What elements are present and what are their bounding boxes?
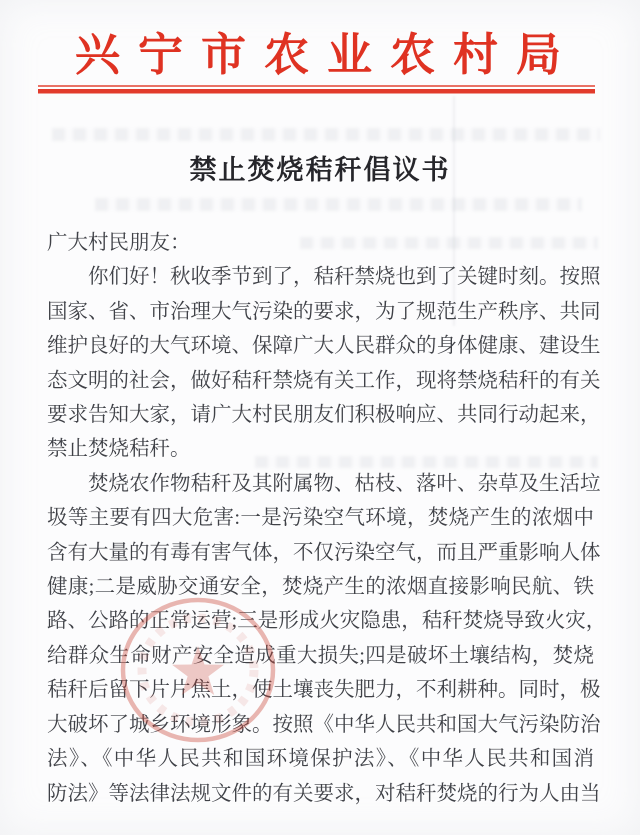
bleed-through-row [95, 198, 582, 211]
body-line: 给群众生命财产安全造成重大损失;四是破坏土壤结构，焚烧 [47, 644, 594, 667]
body-line: 你们好！秋收季节到了，秸秆禁烧也到了关键时刻。按照 [88, 266, 601, 289]
body-line: 圾等主要有四大危害:一是污染空气环境，焚烧产生的浓烟中 [47, 507, 594, 530]
body-line: 大破坏了城乡环境形象。按照《中华人民共和国大气污染防治 [47, 713, 601, 736]
body-line: 态文明的社会，做好秸秆禁烧有关工作，现将禁烧秸秆的有关 [47, 369, 601, 392]
letterhead-divider [38, 85, 595, 94]
body-line: 路、公路的正常运营;三是形成火灾隐患，秸秆焚烧导致火灾， [47, 610, 607, 633]
letterhead-title: 兴宁市农业农村局 [74, 30, 579, 80]
body-line: 维护良好的大气环境、保障广大人民群众的身体健康、建设生 [47, 335, 601, 358]
document-body [47, 226, 607, 811]
body-line: 要求告知大家，请广大村民朋友们积极响应、共同行动起来， [47, 404, 601, 427]
body-line: 秸秆后留下片片焦土，使土壤丧失肥力，不利耕种。同时，极 [47, 679, 601, 702]
salutation: 广大村民朋友： [47, 232, 191, 254]
paragraph-1 [47, 260, 601, 466]
body-line: 防法》等法律法规文件的有关要求，对秸秆焚烧的行为人由当 [47, 782, 601, 805]
body-line: 禁止焚烧秸秆。 [47, 438, 191, 461]
body-line: 焚烧农作物秸秆及其附属物、枯枝、落叶、杂草及生活垃 [88, 472, 601, 495]
body-line: 国家、省、市治理大气污染的要求，为了规范生产秩序、共同 [47, 300, 601, 323]
body-line: 含有大量的有毒有害气体，不仅污染空气，而且严重影响人体 [47, 541, 601, 564]
body-line: 健康;二是威胁交通安全，焚烧产生的浓烟直接影响民航、铁 [47, 576, 594, 599]
paragraph-2 [47, 467, 607, 811]
bleed-through-row [52, 128, 600, 141]
document-title: 禁止焚烧秸秆倡议书 [189, 155, 451, 185]
body-line: 法》、《中华人民共和国环境保护法》、《中华人民共和国消 [47, 748, 594, 771]
